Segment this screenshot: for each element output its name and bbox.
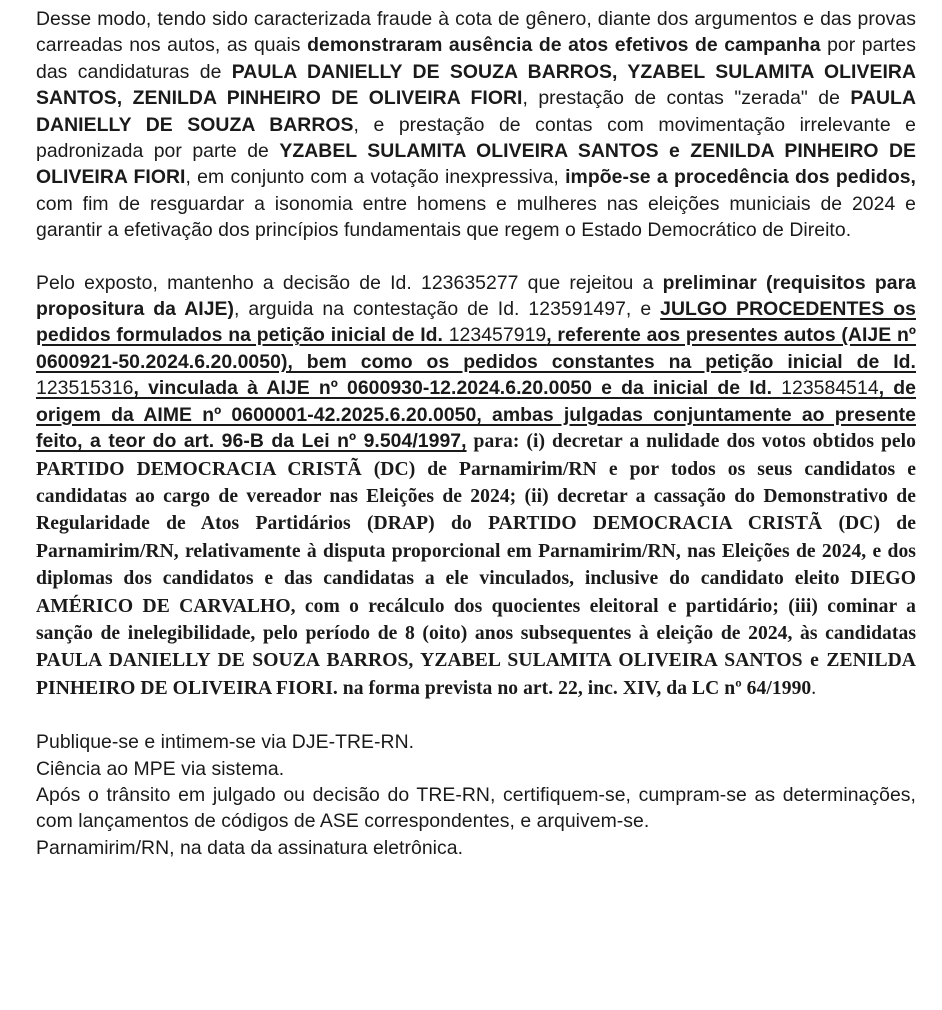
paragraph-decision <box>36 270 916 703</box>
paragraph2-text-2: , arguida na contestação de Id. 123591497, e <box>234 298 661 321</box>
paragraph2-sanctions: para: (i) decretar a nulidade dos votos obtidos pelo PARTIDO DEMOCRACIA CRISTÃ (DC) de Parnamirim/RN e por todos os seus candidatos e candidatas ao cargo de vereador nas Eleições de 2024; (ii) decretar a cassação do Demonstrativo de Regularidade de Atos Partidários (DRAP) do PARTIDO DEMOCRACIA CRISTÃ (DC) de Parnamirim/RN, relativamente à disputa proporcional em Parnamirim/RN, nas Eleições de 2024, e dos diplomas dos candidatos e das candidatas a ele vinculados, inclusive do candidato eleito DIEGO AMÉRICO DE CARVALHO, com o recálculo dos quocientes eleitoral e partidário; (iii) cominar a sanção de inelegibilidade, pelo período de 8 (oito) anos subsequentes à eleição de 2024, às candidatas PAULA DANIELLY DE SOUZA BARROS, YZABEL SULAMITA OLIVEIRA SANTOS e ZENILDA PINHEIRO DE OLIVEIRA FIORI. na forma prevista no art. 22, inc. XIV, da LC nº 64/1990 <box>36 431 916 699</box>
paragraph1-text-2: por partes das candidaturas de <box>36 34 916 83</box>
paragraph2-id-3: 123584514 <box>772 377 879 400</box>
paragraph2-bold-preliminar: preliminar (requisitos para propositura da AIJE) <box>36 271 917 321</box>
paragraph2-verdict-3: , vinculada à AIJE nº 0600930-12.2024.6.20.0050 e da inicial de Id. <box>133 377 773 400</box>
paragraph2-verdict-4: , de origem da AIME nº 0600001-42.2025.6.20.0050, ambas julgadas conjuntamente ao presente feito, a teor do art. 96-B da Lei nº 9.504/1997, <box>36 377 916 453</box>
paragraph2-id-2: 123515316 <box>36 377 134 400</box>
paragraph2-end: . <box>811 677 817 699</box>
paragraph2-verdict-1: JULGO PROCEDENTES os pedidos formulados na petição inicial de Id. <box>36 298 916 347</box>
paragraph1-text-1: Desse modo, tendo sido caracterizada fraude à cota de gênero, diante dos argumentos e das provas carreadas nos autos, as quais <box>36 8 916 57</box>
paragraph1-candidate-names: PAULA DANIELLY DE SOUZA BARROS, YZABEL SULAMITA OLIVEIRA SANTOS, ZENILDA PINHEIRO DE OLIVEIRA FIORI <box>36 60 916 110</box>
paragraph1-text-6: com fim de resguardar a isonomia entre homens e mulheres nas eleições municiais de 2024 e garantir a efetivação dos princípios fundamentais que regem o Estado Democrático de Direito. <box>36 192 916 242</box>
paragraph1-bold-1: demonstraram ausência de atos efetivos de campanha <box>307 34 821 57</box>
closing-line-signature: Parnamirim/RN, na data da assinatura eletrônica. <box>36 836 464 859</box>
closing-line-publique: Publique-se e intimem-se via DJE-TRE-RN. <box>36 731 415 754</box>
paragraph2-id-1: 123457919 <box>442 324 547 347</box>
paragraph1-bold-ruling: impõe-se a procedência dos pedidos, <box>565 166 916 189</box>
paragraph1-candidate-name-paula: PAULA DANIELLY DE SOUZA BARROS <box>36 87 917 136</box>
paragraph1-text-5: , em conjunto com a votação inexpressiva, <box>185 166 566 189</box>
paragraph-conclusion <box>36 6 916 244</box>
paragraph1-text-4: , e prestação de contas com movimentação irrelevante e padronizada por parte de <box>36 113 917 163</box>
closing-line-ciencia: Ciência ao MPE via sistema. <box>36 757 285 780</box>
paragraph-closing <box>36 729 916 861</box>
paragraph1-text-3: , prestação de contas "zerada" de <box>522 87 851 110</box>
paragraph1-candidate-names-2: YZABEL SULAMITA OLIVEIRA SANTOS e ZENILDA PINHEIRO DE OLIVEIRA FIORI <box>36 140 916 189</box>
paragraph2-text-1: Pelo exposto, mantenho a decisão de Id. 123635277 que rejeitou a <box>36 271 663 294</box>
paragraph2-verdict-2: , referente aos presentes autos (AIJE nº 0600921-50.2024.6.20.0050), bem como os pedidos constantes na petição inicial de Id. <box>36 324 916 373</box>
closing-line-transito: Após o trânsito em julgado ou decisão do TRE-RN, certifiquem-se, cumpram-se as determinações, com lançamentos de códigos de ASE correspondentes, e arquivem-se. <box>36 783 916 833</box>
document-page <box>36 6 916 861</box>
